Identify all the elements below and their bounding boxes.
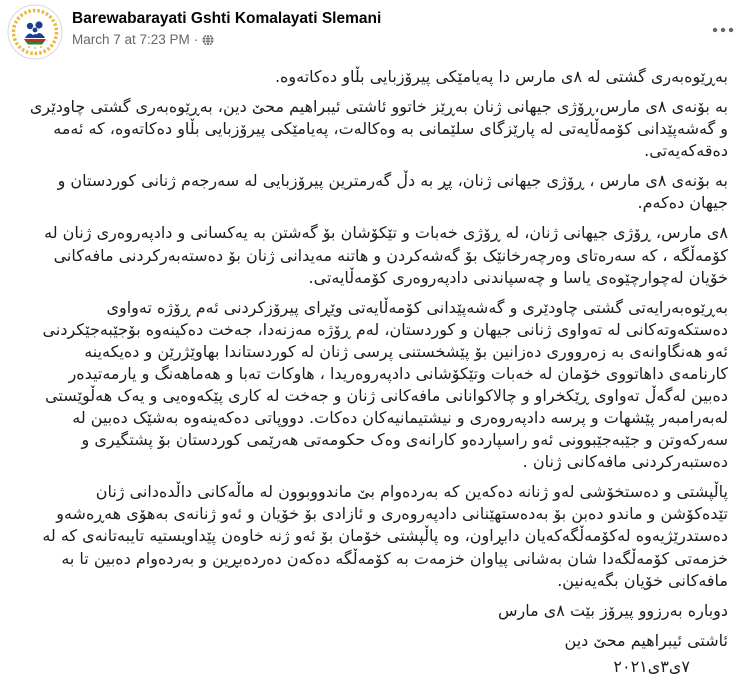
post-paragraph: بەڕێوەبەرایەتی گشتی چاودێری و گەشەپێدانی کۆمەڵایەتی وێڕای پیرۆزکردنی ئەم ڕۆژە تەواوی دەستکەوتەکانی لە تەواوی ژنانی جیهان و کوردستان، لەم ڕۆژە مەزنەدا، جەخت دەکینەوە بۆجێبەجێکردنی ئەو هەنگاوانەی بە زەرووری دەزانین بۆ پێشخستنی پرسی ژنان لە کوردستاندا بهاوێژرێن و دەیکەینە کارنامەی داهاتووی خۆمان لە خەبات وتێکۆشانی دادپەروەریدا ، هاوکات تەبا و هەماهەنگ و یارمەتیدەر دەبین لەگەڵ تەواوی ڕێکخراو و چالاکوانانی مافەکانی ژنان و جەخت لە کاری پێکەوەیی و یەک هەڵوێستی لەبەرامبەر پێشهات و پرسە دادپەروەری و نیشتیمانیەکان دەکات. دووپاتی دەکەینەوە بەشێک دەبین لە سەرکەوتن و جێبەجێبوونی ئەو راسپاردەو کارانەی وەک حکومەتی هەرێمی کوردستان بۆ پشتگیری و دەستبەرکردنی مافەکانی ژنان . <box>42 297 728 472</box>
post-paragraph: بەڕێوەبەری گشتی لە ٨ی مارس دا پەیامێکی پیرۆزبایی بڵاو دەکاتەوە. <box>274 67 728 86</box>
globe-icon <box>202 34 214 46</box>
post-body-text <box>0 64 755 678</box>
signature-name: ئاشتی ئیبراهیم محێ دین <box>564 630 728 650</box>
post-paragraph: بە بۆنەی ٨ی مارس،ڕۆژی جیهانی ژنان بەڕێز خاتوو ئاشتی ئیبراهیم محێ دین، بەڕێوەبەری گشتی چاودێری و گەشەپێدانی کۆمەڵایەتی لە پارێزگای سلێمانی بە وەکالەت، پەیامێکی پیرۆزبایی بڵاو دەکاتەوە، کە ئەمە دەقەکەیەتی. <box>29 97 728 161</box>
timestamp-row <box>72 32 381 47</box>
page-logo-emblem-icon <box>7 4 63 60</box>
page-name-link[interactable]: Barewabarayati Gshti Komalayati Slemani <box>72 10 382 27</box>
post-paragraph: دوبارە بەرزوو پیرۆز بێت ٨ی مارس <box>497 600 728 620</box>
post-paragraph: پاڵپشتی و دەستخۆشی لەو ژنانە دەکەین کە بەردەوام بێ ماندووبوون لە ماڵەکانی داڵدەدانی ژنان تێدەکۆشن و ماندو دەبن بۆ بەدەستهێنانی دادپەروەری و ئازادی بۆ خۆیان و ئەو ژنانەی بەهۆی هەڕەشەو دەستدرێژیەوە لەکۆمەڵگەکەیان دابڕاون، وە پاڵپشتی خۆمان بۆ ئەو ژنە خاوەن پێداویستیە تایبەتانەی کە لە خزمەتی کۆمەڵگەدا شان بەشانی پیاوان خزمەت بە کۆمەڵگە دەکەن دەردەبڕین و بەردەوام دەبین تا بە مافەکانی خۆیان بگەیەنین. <box>42 482 728 590</box>
signature-date: ٧ی٣ی٢٠٢١ <box>613 656 690 676</box>
post-header-meta <box>72 4 381 47</box>
post-timestamp-link[interactable]: March 7 at 7:23 PM <box>72 32 190 47</box>
ellipsis-icon <box>711 26 735 34</box>
post-header <box>0 0 755 64</box>
post-options-button[interactable] <box>707 20 739 40</box>
page-avatar[interactable] <box>7 4 63 60</box>
post-paragraph: ٨ی مارس، ڕۆژی جیهانی ژنان، لە ڕۆژی خەبات و تێکۆشان بۆ گەشتن بە یەکسانی و دادپەروەری ژنان لە کۆمەڵگە ، کە سەرەتای وەرچەرخانێک بۆ گەشەکردن و هاتنە مەیدانی ژنان بۆ دەستەبەرکردنی مافەکانی خۆیان لەچوارچێوەی یاسا و چەسپاندنی دادپەروەری کۆمەڵایەتی. <box>44 223 728 287</box>
post-paragraph: بە بۆنەی ٨ی مارس ، ڕۆژی جیهانی ژنان، پڕ بە دڵ گەرمترین پیرۆزبایی لە سەرجەم ژنانی کوردستان و جیهان دەکەم. <box>57 171 728 213</box>
separator-dot: · <box>193 32 199 47</box>
